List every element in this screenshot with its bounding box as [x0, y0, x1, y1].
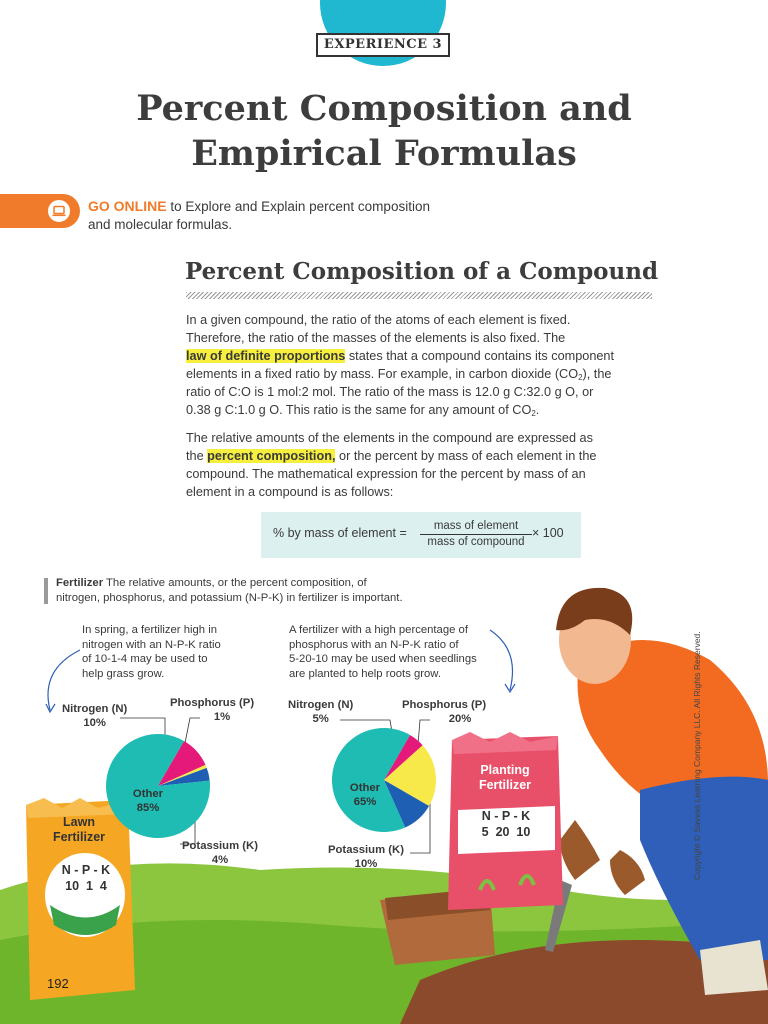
- subscript: 2: [578, 373, 583, 382]
- label-value: 10%: [83, 717, 106, 729]
- go-online-desc-2: and molecular formulas.: [88, 217, 233, 232]
- label-nitrogen-planting: [288, 698, 353, 726]
- bag-npk-label: N - P - K: [61, 863, 111, 877]
- formula-denominator: mass of compound: [427, 536, 525, 548]
- para1-line: elements in a fixed ratio by mass. For example, in carbon dioxide (CO: [186, 367, 579, 381]
- laptop-icon[interactable]: [46, 198, 72, 224]
- lawn-note-line: of 10-1-4 may be used to: [82, 653, 208, 665]
- label-value: 65%: [353, 796, 377, 808]
- go-online-desc-1: to Explore and Explain percent composition: [166, 199, 430, 214]
- formula-lhs: % by mass of element =: [273, 526, 407, 540]
- go-online-text: [88, 197, 508, 234]
- go-online-link[interactable]: GO ONLINE: [88, 198, 167, 214]
- planting-pie-chart: [331, 727, 437, 833]
- label-value: 10%: [354, 858, 378, 870]
- subscript: 2: [531, 409, 536, 418]
- section-heading: Percent Composition of a Compound: [185, 258, 659, 285]
- label-text: Other: [132, 788, 164, 800]
- bag-npk-values: 5 20 10: [481, 825, 531, 839]
- label-other-planting: [340, 781, 390, 809]
- label-value: 85%: [136, 802, 160, 814]
- label-text: Potassium (K): [328, 844, 404, 856]
- label-text: Nitrogen (N): [288, 699, 354, 711]
- formula-fraction: [420, 519, 532, 549]
- lawn-note-line: help grass grow.: [82, 667, 165, 680]
- para1-line: In a given compound, the ratio of the atoms of each element is fixed.: [186, 313, 571, 327]
- copyright-notice: Copyright © Savvas Learning Company LLC. All Rights Reserved.: [692, 631, 702, 880]
- label-value: 4%: [211, 854, 229, 866]
- bag-title-line: Planting: [480, 763, 530, 777]
- para1-line: Therefore, the ratio of the masses of the elements is also fixed. The: [186, 331, 566, 345]
- paragraph-2: [186, 429, 656, 501]
- label-nitrogen-lawn: [62, 702, 127, 730]
- arrow-curve-lawn: [48, 650, 80, 710]
- para1-line: 0.38 g C:1.0 g O. This ratio is the same for any amount of CO: [186, 403, 532, 417]
- lawn-bag-title: [32, 815, 126, 845]
- bag-npk-values: 10 1 4: [65, 879, 107, 893]
- planting-note-line: phosphorus with an N-P-K ratio of: [289, 638, 459, 651]
- para2-line: the: [186, 449, 208, 463]
- arrow-curve-planting: [490, 630, 513, 690]
- planting-note-line: 5-20-10 may be used when seedlings: [289, 653, 477, 665]
- bag-title-line: Fertilizer: [52, 830, 106, 844]
- page-number: 192: [47, 976, 69, 991]
- page-title-line-2: Empirical Formulas: [191, 133, 577, 174]
- planting-note-line: A fertilizer with a high percentage of: [289, 624, 468, 636]
- planting-bag-npk: [458, 808, 554, 840]
- bag-npk-label: N - P - K: [481, 809, 531, 823]
- para1-line: ratio of C:O is 1 mol:2 mol. The ratio of the mass is 12.0 g C:32.0 g O, or: [186, 385, 594, 399]
- heading-divider: [186, 292, 652, 299]
- para2-line: or the percent by mass of each element in the: [335, 449, 597, 463]
- label-value: 20%: [448, 713, 472, 725]
- label-value: 5%: [312, 713, 329, 725]
- label-text: Potassium (K): [182, 840, 258, 852]
- caption-title: Fertilizer: [56, 577, 104, 589]
- label-text: Phosphorus (P): [170, 697, 255, 709]
- planting-note-line: are planted to help roots grow.: [289, 667, 441, 680]
- para2-line: element in a compound is as follows:: [186, 485, 394, 499]
- label-text: Other: [349, 782, 381, 794]
- label-other-lawn: [122, 787, 174, 815]
- label-text: Nitrogen (N): [62, 703, 128, 715]
- para1-line: states that a compound contains its component: [345, 349, 615, 363]
- para1-line: .: [535, 403, 540, 417]
- para1-line: ), the: [582, 367, 612, 381]
- bag-title-line: Lawn: [63, 815, 95, 829]
- bag-title-line: Fertilizer: [478, 778, 532, 792]
- para2-line: compound. The mathematical expression for the percent by mass of an: [186, 467, 586, 481]
- arrow-head-lawn: [46, 704, 55, 712]
- experience-label: EXPERIENCE 3: [316, 33, 450, 57]
- para2-line: The relative amounts of the elements in the compound are expressed as: [186, 431, 593, 445]
- caption-text: The relative amounts, or the percent composition, of: [103, 577, 367, 589]
- formula-numerator: mass of element: [420, 519, 532, 535]
- label-value: 1%: [213, 711, 231, 723]
- paragraph-1: [186, 311, 656, 419]
- label-potassium-planting: [328, 843, 404, 871]
- lawn-bag-npk: [46, 862, 126, 894]
- formula-rhs: × 100: [532, 526, 564, 540]
- lawn-note-line: nitrogen with an N-P-K ratio: [82, 638, 221, 651]
- highlight-law-of-definite-proportions: law of definite proportions: [186, 349, 346, 363]
- page-title: [84, 86, 684, 176]
- label-potassium-lawn: [182, 839, 258, 867]
- planting-bag-title: [458, 763, 552, 793]
- lawn-note-line: In spring, a fertilizer high in: [82, 624, 218, 636]
- label-text: Phosphorus (P): [402, 699, 487, 711]
- label-phosphorus-planting: [402, 698, 486, 726]
- highlight-percent-composition: percent composition,: [207, 449, 336, 463]
- caption-text: nitrogen, phosphorus, and potassium (N-P-K) in fertilizer is important.: [56, 592, 403, 604]
- label-phosphorus-lawn: [170, 696, 254, 724]
- page-title-line-1: Percent Composition and: [136, 88, 632, 129]
